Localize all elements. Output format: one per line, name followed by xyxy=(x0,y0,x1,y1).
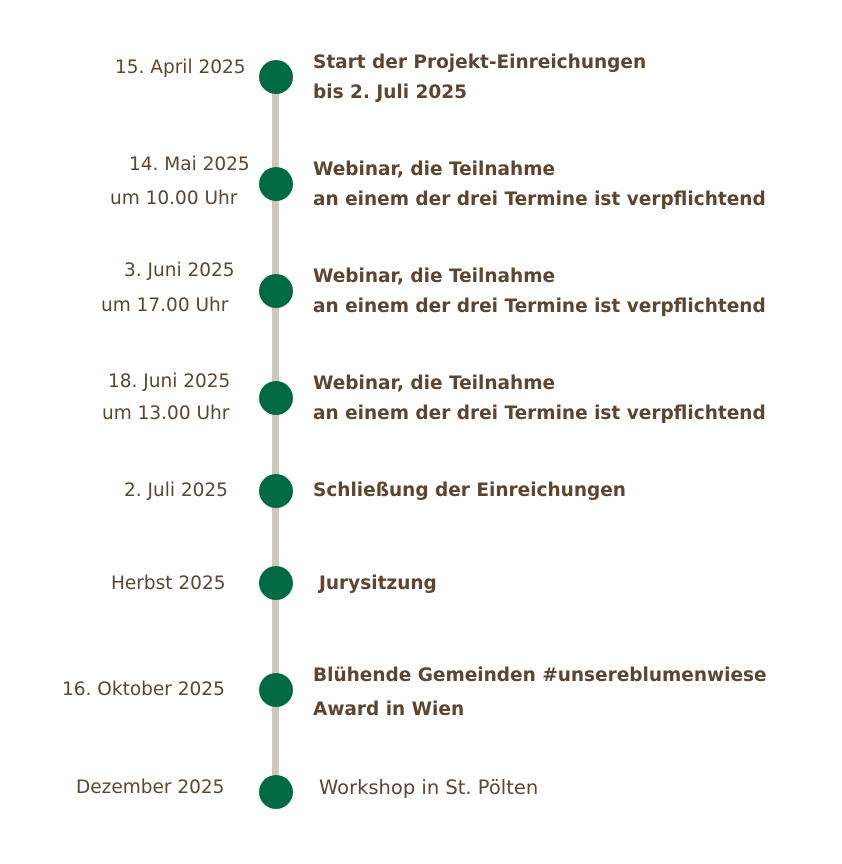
event-title: Webinar, die Teilnahme xyxy=(313,159,556,180)
event-title-line2: an einem der drei Termine ist verpflichtend xyxy=(313,189,766,210)
event-title-line2: Award in Wien xyxy=(313,699,465,720)
timeline-dot xyxy=(259,381,293,415)
event-time: um 10.00 Uhr xyxy=(110,188,238,209)
timeline-dot xyxy=(259,673,293,707)
timeline-dot xyxy=(259,167,293,201)
event-title: Webinar, die Teilnahme xyxy=(313,266,556,287)
event-title: Webinar, die Teilnahme xyxy=(313,373,556,394)
event-date: 14. Mai 2025 xyxy=(129,154,250,175)
timeline-dot xyxy=(259,60,293,94)
event-date: Herbst 2025 xyxy=(111,573,226,594)
event-date: 2. Juli 2025 xyxy=(124,480,228,501)
timeline-dot xyxy=(259,474,293,508)
event-title: Workshop in St. Pölten xyxy=(319,776,539,799)
event-title: Schließung der Einreichungen xyxy=(313,480,626,501)
event-title: Start der Projekt-Einreichungen xyxy=(313,52,647,73)
event-title-line2: an einem der drei Termine ist verpflichtend xyxy=(313,296,766,317)
event-time: um 17.00 Uhr xyxy=(101,295,229,316)
event-date: 15. April 2025 xyxy=(115,57,246,78)
event-date: 18. Juni 2025 xyxy=(108,371,231,392)
timeline-dot xyxy=(259,566,293,600)
event-title-line2: bis 2. Juli 2025 xyxy=(313,82,468,103)
event-title-line2: an einem der drei Termine ist verpflichtend xyxy=(313,403,766,424)
timeline-dot xyxy=(259,274,293,308)
event-time: um 13.00 Uhr xyxy=(102,403,230,424)
event-title: Blühende Gemeinden #unsereblumenwiese xyxy=(313,665,767,686)
event-date: 16. Oktober 2025 xyxy=(62,679,225,700)
event-date: 3. Juni 2025 xyxy=(124,260,235,281)
event-title: Jurysitzung xyxy=(319,573,437,594)
timeline-dot xyxy=(259,775,293,809)
event-date: Dezember 2025 xyxy=(76,777,225,798)
